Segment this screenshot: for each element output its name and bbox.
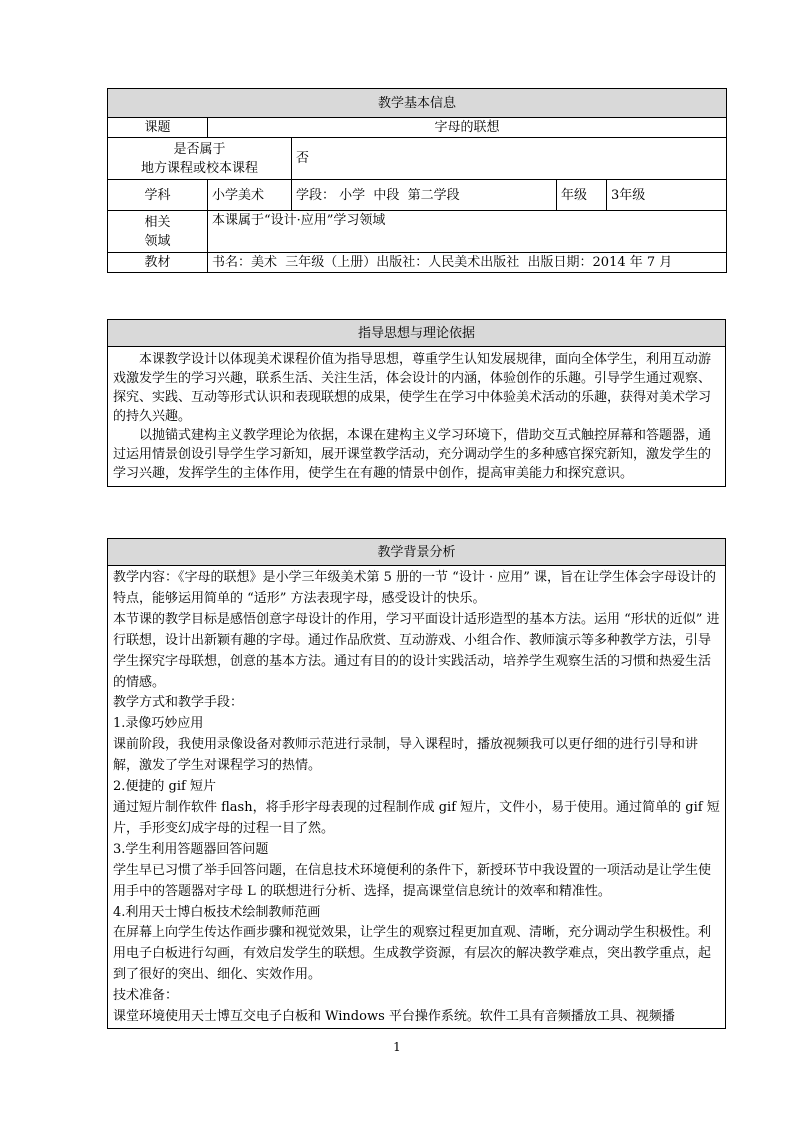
background-line: 通过短片制作软件 flash，将手形字母表现的过程制作成 gif 短片，文件小，易于使用。通过简单的 gif 短片，手形变幻成字母的过程一目了然。 — [113, 799, 720, 836]
background-line: 2.便捷的 gif 短片 — [113, 779, 216, 795]
guiding-paragraph: 以抛锚式建构主义教学理论为依据，本课在建构主义学习环境下，借助交互式触控屏幕和答题器，通过运用情景创设引导学生学习新知，展开课堂教学活动，充分调动学生的多种感官探究新知，激发学生的学习兴趣，发挥学生的主体作用，使学生在有趣的情景中创作，提高审美能力和探究意识。 — [113, 428, 712, 481]
local-course-label — [108, 138, 292, 180]
background-line: 本节课的教学目标是感悟创意字母设计的作用，学习平面设计适形造型的基本方法。运用 “形状的近似” 进行联想，设计出新颖有趣的字母。通过作品欣赏、互动游戏、小组合作、教师演示等多种教学方法，引导学生探究字母联想，创意的基本方法。通过有目的的设计实践活动，培养学生观察生活的习惯和热爱生活的情感。 — [113, 611, 720, 690]
teaching-background-table — [107, 538, 726, 1029]
guiding-principles-table — [107, 319, 726, 487]
background-line: 教学方式和教学手段： — [113, 695, 244, 711]
field-value: 本课属于“设计·应用”学习领域 — [208, 211, 727, 253]
basic-info-header: 教学基本信息 — [108, 89, 727, 118]
topic-label: 课题 — [108, 118, 208, 138]
subject-label: 学科 — [108, 180, 208, 211]
page-number: 1 — [393, 1040, 401, 1054]
textbook-value: 书名：美术 三年级（上册）出版社：人民美术出版社 出版日期：2014 年 7 月 — [208, 253, 727, 273]
basic-info-table — [107, 88, 727, 273]
local-course-label-line1: 是否属于 — [173, 141, 226, 157]
background-line: 技术准备： — [113, 988, 179, 1004]
local-course-label-line2: 地方课程或校本课程 — [140, 160, 258, 176]
background-line: 教学内容：《字母的联想》是小学三年级美术第 5 册的一节 “设计 · 应用” 课，旨在让学生体会字母设计的特点，能够运用简单的 “适形” 方法表现字母，感受设计的快乐。 — [113, 570, 716, 606]
local-course-value: 否 — [292, 138, 727, 180]
background-body — [108, 566, 726, 1029]
textbook-label: 教材 — [108, 253, 208, 273]
subject-value: 小学美术 — [208, 180, 292, 211]
topic-value: 字母的联想 — [208, 118, 727, 138]
background-line: 4.利用天士博白板技术绘制教师范画 — [113, 904, 321, 920]
grade-value: 3年级 — [607, 180, 727, 211]
background-line: 课堂环境使用天士博互交电子白板和 Windows 平台操作系统。软件工具有音频播放工具、视频播 — [113, 1009, 675, 1025]
grade-label: 年级 — [557, 180, 607, 211]
guiding-paragraph: 本课教学设计以体现美术课程价值为指导思想，尊重学生认知发展规律，面向全体学生，利用互动游戏激发学生的学习兴趣，联系生活、关注生活，体会设计的内涵，体验创作的乐趣。引导学生通过观察、探究、实践、互动等形式认识和表现联想的成果，使学生在学习中体验美术活动的乐趣，获得对美术学习的持久兴趣。 — [113, 352, 712, 424]
background-line: 3.学生利用答题器回答问题 — [113, 841, 269, 857]
background-line: 1.录像巧妙应用 — [113, 716, 204, 732]
guiding-header: 指导思想与理论依据 — [108, 320, 726, 347]
field-label-line2: 领域 — [144, 233, 171, 249]
guiding-body — [108, 347, 726, 487]
field-label — [108, 211, 208, 253]
background-line: 课前阶段，我使用录像设备对教师示范进行录制，导入课程时，播放视频我可以更仔细的进行引导和讲解，激发了学生对课程学习的热情。 — [113, 737, 699, 774]
background-line: 学生早已习惯了举手回答问题，在信息技术环境便利的条件下，新授环节中我设置的一项活动是让学生使用手中的答题器对字母 L 的联想进行分析、选择，提高课堂信息统计的效率和精准性。 — [113, 862, 712, 899]
field-label-line1: 相关 — [144, 214, 171, 230]
background-line: 在屏幕上向学生传达作画步骤和视觉效果，让学生的观察过程更加直观、清晰，充分调动学生积极性。利用电子白板进行勾画，有效启发学生的联想。生成教学资源，有层次的解决教学难点，突出教学重点，起到了很好的突出、细化、实效作用。 — [113, 925, 712, 983]
stage-value: 学段： 小学 中段 第二学段 — [292, 180, 557, 211]
background-header: 教学背景分析 — [108, 539, 726, 566]
